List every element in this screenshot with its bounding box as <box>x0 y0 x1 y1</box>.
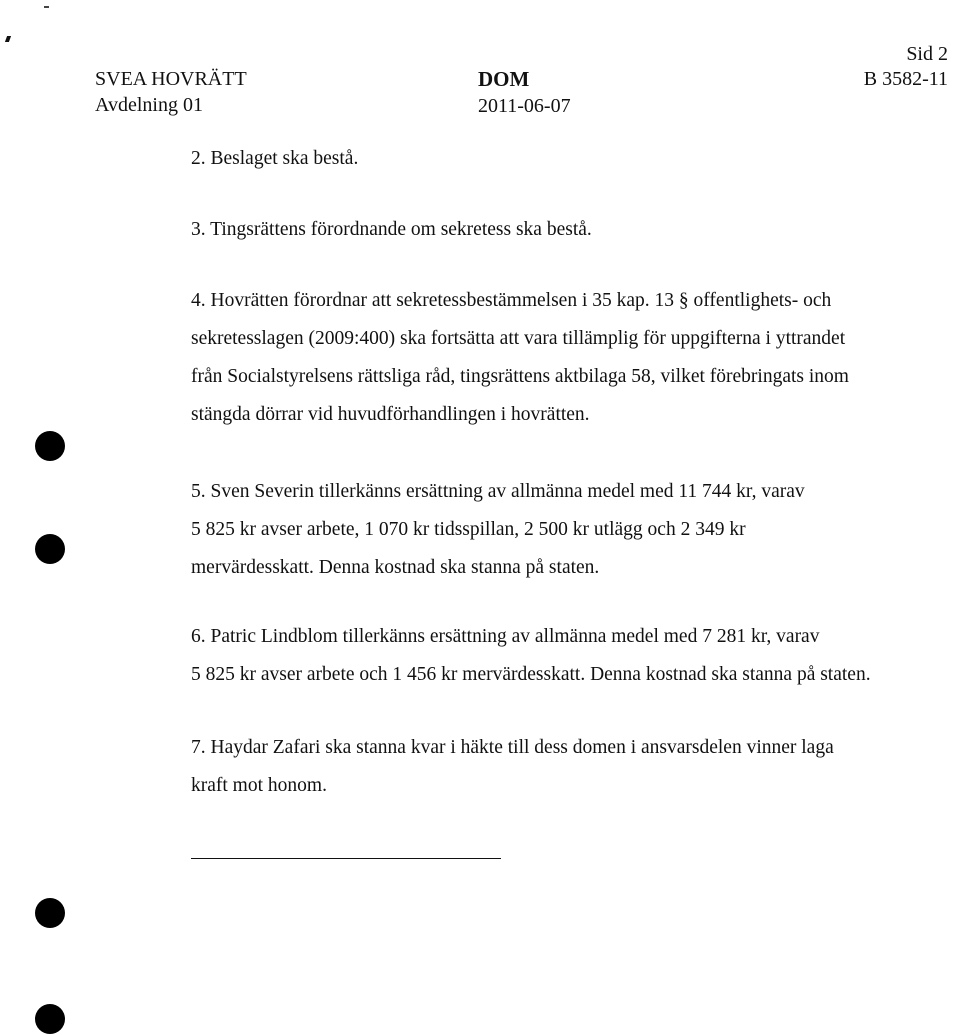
ruling-item-7 <box>191 729 936 805</box>
punch-hole <box>35 431 65 461</box>
ruling-line: stängda dörrar vid huvudförhandlingen i hovrätten. <box>191 404 590 425</box>
ruling-line: 6. Patric Lindblom tillerkänns ersättning av allmänna medel med 7 281 kr, varav <box>191 626 820 647</box>
punch-hole <box>35 898 65 928</box>
court-name: SVEA HOVRÄTT <box>95 68 247 90</box>
ruling-line: 3. Tingsrättens förordnande om sekretess ska bestå. <box>191 219 592 240</box>
signature-rule <box>191 858 501 859</box>
document-type: DOM <box>478 67 530 91</box>
division-label: Avdelning 01 <box>95 94 203 116</box>
page-number: Sid 2 <box>906 43 948 65</box>
document-date: 2011-06-07 <box>478 95 571 117</box>
ruling-line: 5 825 kr avser arbete, 1 070 kr tidsspillan, 2 500 kr utlägg och 2 349 kr <box>191 519 746 540</box>
ruling-item-6 <box>191 618 936 694</box>
ruling-item-5 <box>191 473 936 587</box>
punch-hole <box>35 1004 65 1034</box>
ruling-line: mervärdesskatt. Denna kostnad ska stanna på staten. <box>191 557 600 578</box>
ruling-line: från Socialstyrelsens rättsliga råd, tingsrättens aktbilaga 58, vilket förebringats inom <box>191 366 849 387</box>
ruling-line: kraft mot honom. <box>191 775 327 796</box>
ruling-line: 4. Hovrätten förordnar att sekretessbestämmelsen i 35 kap. 13 § offentlighets- och <box>191 290 832 311</box>
scan-mark <box>5 36 11 42</box>
ruling-item-3 <box>191 211 936 249</box>
ruling-line: 2. Beslaget ska bestå. <box>191 148 359 169</box>
scan-mark <box>44 6 49 8</box>
punch-hole <box>35 534 65 564</box>
case-number: B 3582-11 <box>863 68 948 90</box>
ruling-line: sekretesslagen (2009:400) ska fortsätta att vara tillämplig för uppgifterna i yttrandet <box>191 328 846 349</box>
ruling-line: 5. Sven Severin tillerkänns ersättning av allmänna medel med 11 744 kr, varav <box>191 481 805 502</box>
ruling-item-2 <box>191 140 936 178</box>
ruling-item-4 <box>191 282 936 434</box>
ruling-line: 5 825 kr avser arbete och 1 456 kr mervärdesskatt. Denna kostnad ska stanna på staten. <box>191 664 871 685</box>
ruling-line: 7. Haydar Zafari ska stanna kvar i häkte till dess domen i ansvarsdelen vinner laga <box>191 737 834 758</box>
